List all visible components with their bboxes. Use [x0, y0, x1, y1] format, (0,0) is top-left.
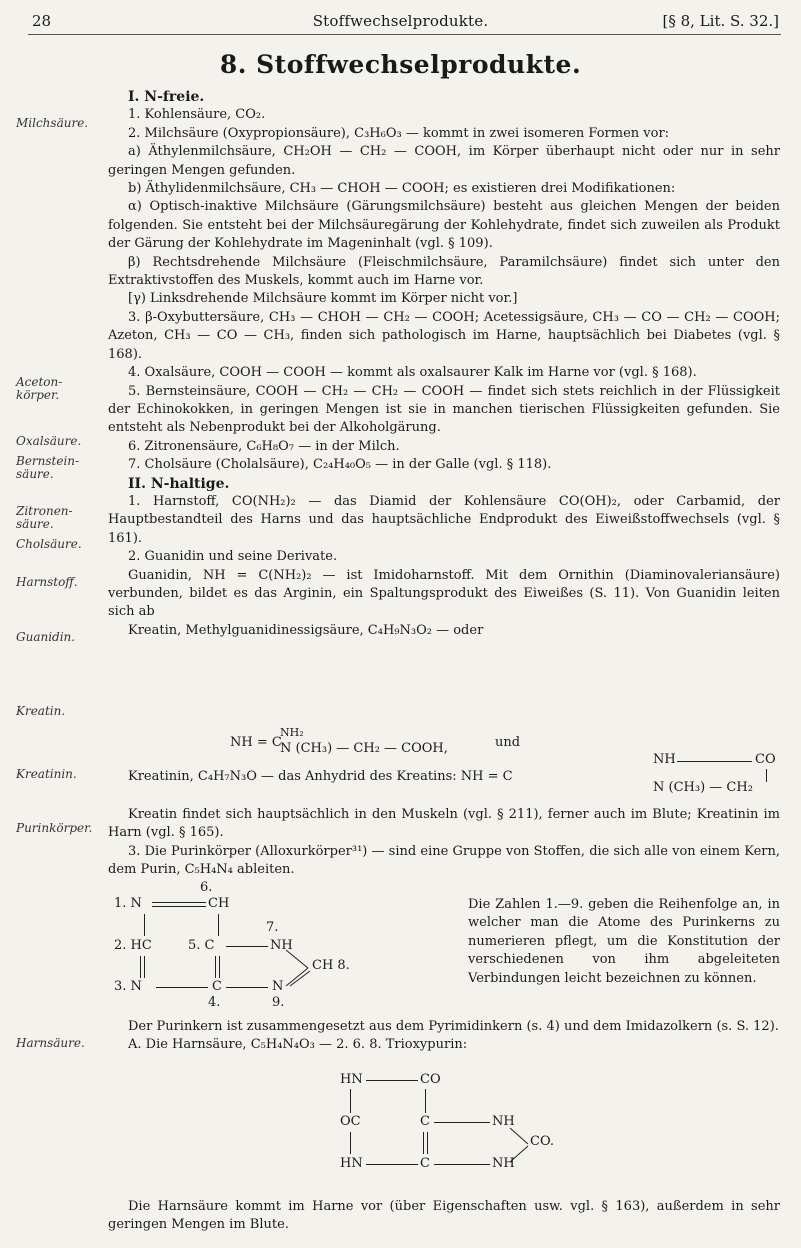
label-6: 6.: [200, 880, 213, 895]
paragraph: Kreatin findet sich hauptsächlich in den Muskeln (vgl. § 211), ferner auch im Blute; Kreatinin im Harn (vgl. § 165).: [108, 807, 780, 841]
atom-c4: C: [212, 979, 222, 994]
running-title: Stoffwechselprodukte.: [312, 12, 489, 30]
header-rule: [28, 34, 781, 35]
paragraph: β) Rechtsdrehende Milchsäure (Fleischmilchsäure, Paramilchsäure) findet sich unter den Extraktivstoffen des Muskels, kommt auch im Harne vor.: [108, 254, 780, 289]
section-heading: I. N-freie.: [128, 89, 205, 105]
atom-co-right: CO.: [530, 1134, 554, 1149]
paragraph: 5. Bernsteinsäure, COOH — CH₂ — CH₂ — COOH — findet sich stets reichlich in der Flüssigkeit der Echinokokken, in geringen Mengen ist sie in manchen tierischen Flüssigkeiten gefunden. Sie entsteht als Nebenprodukt bei der Alkoholgärung.: [108, 383, 780, 436]
ring-nh: NH: [653, 752, 676, 767]
paragraph: b) Äthylidenmilchsäure, CH₃ — CHOH — COOH; es existieren drei Modifikationen:: [128, 181, 676, 197]
paragraph: 3. β-Oxybuttersäure, CH₃ — CHOH — CH₂ — COOH; Acetessigsäure, CH₃ — CO — CH₂ — COOH; Azeton, CH₃ — CO — CH₃, finden sich pathologisch im Harne, hauptsächlich bei Diabetes (vgl. § 168).: [108, 309, 780, 362]
section-block-final: [108, 1198, 780, 1235]
paragraph: 1. Harnstoff, CO(NH₂)₂ — das Diamid der Kohlensäure CO(OH)₂, oder Carbamid, der Hauptbestandteil des Harns und das hauptsächliche Endprodukt des Eiweißstoffwechsels (vgl. § 161).: [108, 493, 780, 546]
atom-hn-top: HN: [340, 1072, 363, 1087]
paragraph: α) Optisch-inaktive Milchsäure (Gärungsmilchsäure) besteht aus gleichen Mengen der beiden folgenden. Sie entsteht bei der Milchsäuregärung der Kohlehydrate, findet sich zuweilen als Produkt der Gärung der Kohlehydrate im Mageninhalt (vgl. § 109).: [108, 199, 780, 252]
label-4: 4.: [208, 995, 221, 1010]
kreatinin-ring: [645, 752, 785, 795]
section-heading: II. N-haltige.: [128, 475, 230, 492]
page-number: 28: [32, 12, 52, 30]
label-9: 9.: [272, 995, 285, 1010]
paragraph: Kreatinin, C₄H₇N₃O — das Anhydrid des Kreatins: NH = C: [128, 769, 513, 784]
paragraph: a) Äthylenmilchsäure, CH₂OH — CH₂ — COOH, im Körper überhaupt nicht oder nur in sehr geringen Mengen gefunden.: [108, 144, 780, 178]
atom-co-top: CO: [420, 1072, 441, 1087]
atom-ch6: CH: [208, 896, 230, 911]
atom-c-bot: C: [420, 1156, 430, 1171]
margin-note-aceton: Aceton- körper.: [16, 375, 63, 402]
paragraph: [γ) Linksdrehende Milchsäure kommt im Körper nicht vor.]: [128, 291, 518, 307]
margin-note-harnstoff: Harnstoff.: [16, 575, 78, 589]
paragraph: 6. Zitronensäure, C₆H₈O₇ — in der Milch.: [128, 438, 400, 454]
atom-oc: OC: [340, 1114, 361, 1129]
paragraph: 4. Oxalsäure, COOH — COOH — kommt als oxalsaurer Kalk im Harne vor (vgl. § 168).: [128, 365, 697, 381]
margin-note-kreatin: Kreatin.: [16, 704, 66, 718]
paragraph: 3. Die Purinkörper (Alloxurkörper³¹) — sind eine Gruppe von Stoffen, die sich alle von einem Kern, dem Purin, C₅H₄N₄ ableiten.: [108, 843, 780, 878]
formula-und: und: [495, 735, 521, 750]
atom-nh7: NH: [270, 938, 293, 953]
atom-n9: N: [272, 979, 284, 994]
margin-note-milchsaeure: Milchsäure.: [16, 116, 89, 130]
margin-note-zitronensaeure: Zitronen- säure.: [16, 504, 73, 531]
atom-n3: 3. N: [114, 979, 142, 994]
label-7: 7.: [266, 920, 279, 935]
paragraph: 7. Cholsäure (Cholalsäure), C₂₄H₄₀O₅ — in der Galle (vgl. § 118).: [128, 457, 552, 473]
paragraph: 2. Milchsäure (Oxypropionsäure), C₃H₆O₃ — kommt in zwei isomeren Formen vor:: [128, 125, 670, 141]
purin-caption: Die Zahlen 1.—9. geben die Reihenfolge an, in welcher man die Atome des Purinkerns zu numerieren pflegt, um die Konstitution der verschiedenen von ihm abgeleiteten Verbindungen leicht bezeichnen zu können.: [468, 897, 780, 986]
atom-nh-right: NH: [492, 1114, 515, 1129]
section-reference: [§ 8, Lit. S. 32.]: [662, 12, 779, 30]
section-block-purin: [108, 806, 780, 880]
formula-lhs: NH = C: [230, 735, 282, 750]
atom-ch8: CH 8.: [312, 958, 350, 973]
margin-note-cholsaeure: Cholsäure.: [16, 537, 82, 551]
atom-hc2: 2. HC: [114, 938, 152, 953]
purin-diagram: [114, 880, 454, 1008]
margin-note-oxalsaeure: Oxalsäure.: [16, 434, 82, 448]
paragraph: 1. Kohlensäure, CO₂.: [128, 107, 266, 123]
atom-c-mid: C: [420, 1114, 430, 1129]
atom-hn-bot: HN: [340, 1156, 363, 1171]
ring-co: CO: [755, 752, 776, 767]
harnsaeure-diagram: [340, 1072, 580, 1192]
margin-note-guanidin: Guanidin.: [16, 630, 76, 644]
paragraph: Guanidin, NH = C(NH₂)₂ — ist Imidoharnstoff. Mit dem Ornithin (Diaminovaleriansäure) verbunden, bildet es das Arginin, ein Spaltungsprodukt des Eiweißes (S. 11). Von Guanidin leiten sich ab: [108, 567, 780, 620]
margin-note-kreatinin: Kreatinin.: [16, 767, 77, 781]
margin-note-purinkoerper: Purinkörper.: [16, 821, 93, 835]
paragraph: Die Harnsäure kommt im Harne vor (über Eigenschaften usw. vgl. § 163), außerdem in sehr geringen Mengen im Blute.: [108, 1199, 780, 1233]
section-block-n-free: [108, 88, 780, 640]
formula-lower: N (CH₃) — CH₂ — COOH,: [280, 741, 448, 756]
section-block-harnsaeure: [108, 1018, 780, 1055]
paragraph: A. Die Harnsäure, C₅H₄N₄O₃ — 2. 6. 8. Trioxypurin:: [128, 1037, 468, 1053]
ring-bottom: N (CH₃) — CH₂: [653, 780, 753, 795]
chapter-title: 8. Stoffwechselprodukte.: [219, 50, 582, 79]
atom-nh-bot: NH: [492, 1156, 515, 1171]
formula-upper: NH₂: [280, 726, 304, 739]
margin-note-harnsaeure: Harnsäure.: [16, 1036, 85, 1050]
atom-n1: 1. N: [114, 896, 142, 911]
paragraph: Der Purinkern ist zusammengesetzt aus dem Pyrimidinkern (s. 4) und dem Imidazolkern (s. S. 12).: [128, 1019, 779, 1034]
paragraph: Kreatin, Methylguanidinessigsäure, C₄H₉N₃O₂ — oder: [128, 622, 484, 638]
margin-note-bernsteinsaeure: Bernstein- säure.: [16, 454, 80, 481]
paragraph: 2. Guanidin und seine Derivate.: [128, 549, 338, 565]
atom-c5: 5. C: [188, 938, 215, 953]
